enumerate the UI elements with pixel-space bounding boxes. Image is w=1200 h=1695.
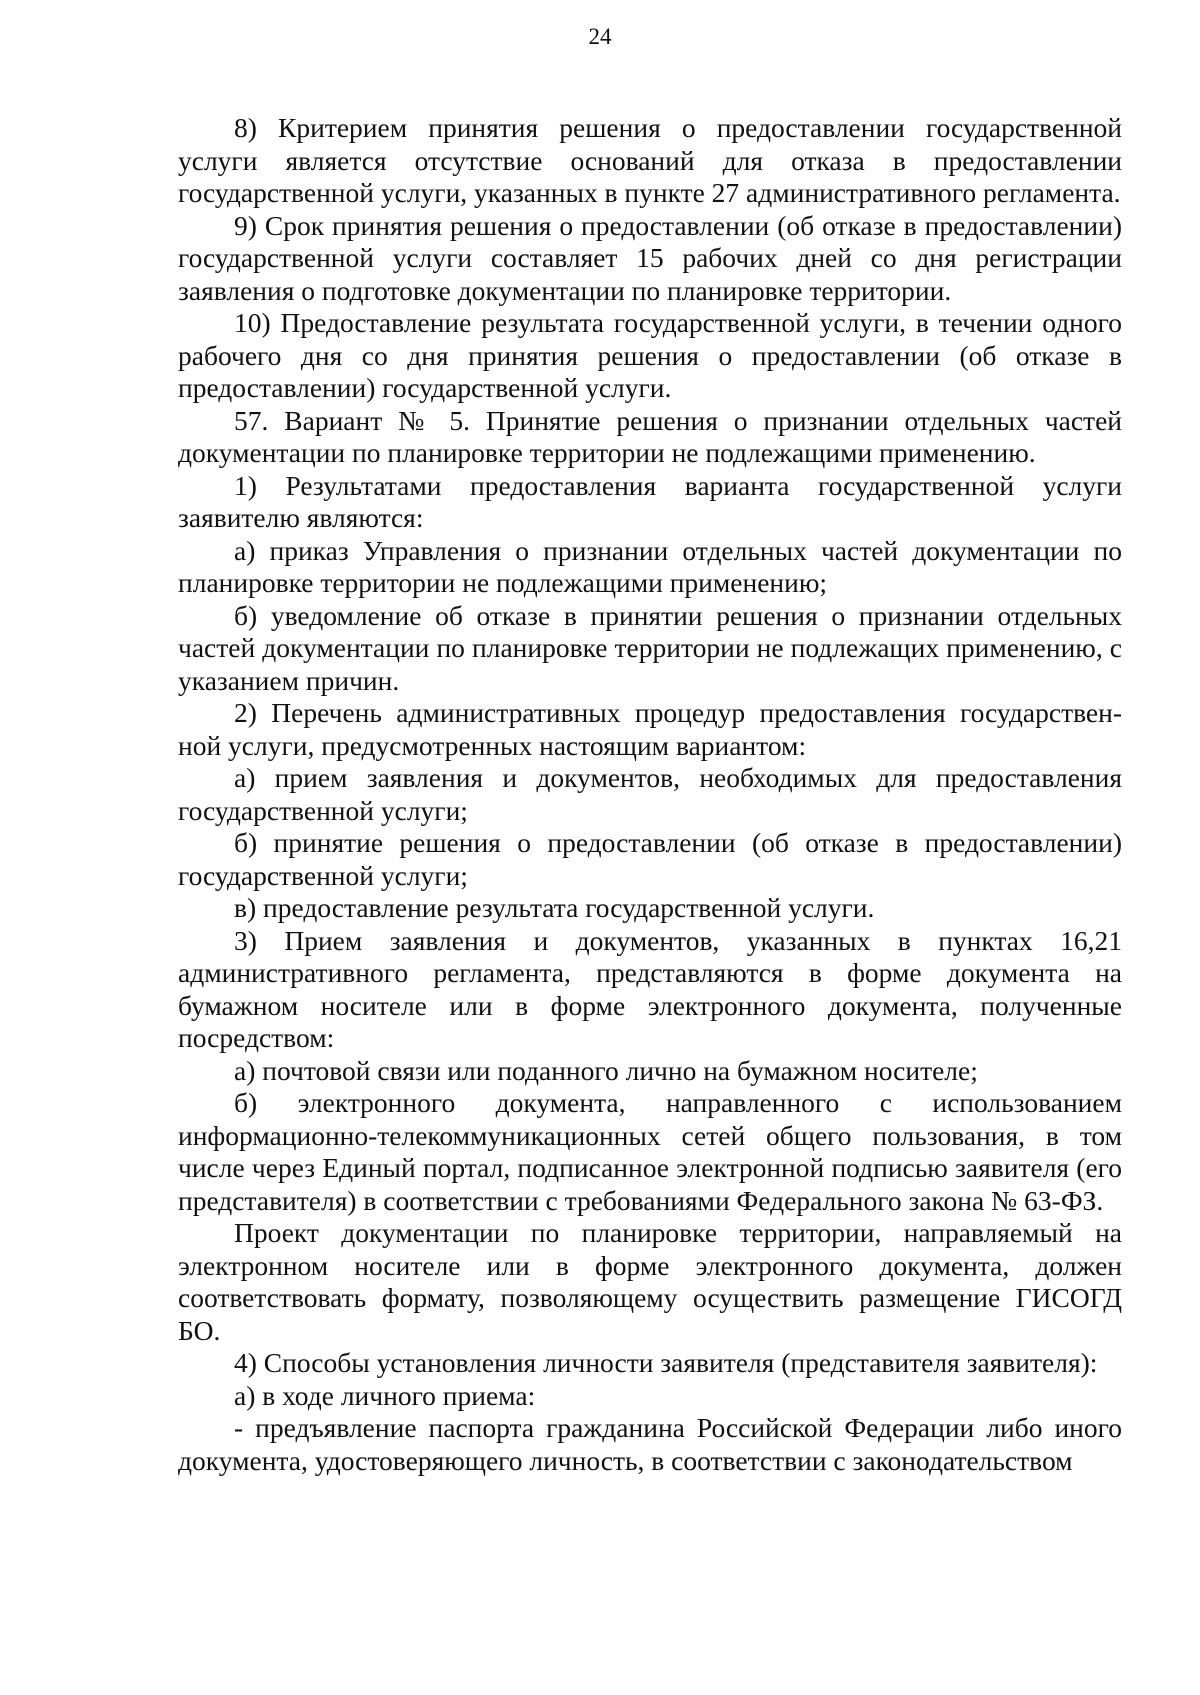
document-body: [178, 112, 1122, 1477]
paragraph: а) в ходе личного приема:: [234, 1379, 536, 1411]
paragraph: 2) Перечень административных процедур предоставления государствен-ной услуги, предусмотренных настоящим вариантом:: [178, 697, 1122, 761]
paragraph: в) предоставление результата государственной услуги.: [234, 892, 875, 923]
paragraph: 1) Результатами предоставления варианта государственной услуги заявителю являются:: [178, 469, 1122, 533]
paragraph: а) почтовой связи или поданного лично на бумажном носителе;: [234, 1054, 978, 1086]
paragraph: Проект документации по планировке территории, направляемый на электронном носителе или в форме электронного документа, должен соответствовать формату, позволяющему осуществить размещение ГИСОГД БО.: [178, 1217, 1122, 1346]
paragraph: а) прием заявления и документов, необходимых для предоставления государственной услуги;: [178, 762, 1122, 826]
paragraph: б) уведомление об отказе в принятии решения о признании отдельных частей документации по планировке территории не подлежащих применению, с указанием причин.: [178, 599, 1122, 696]
paragraph: 4) Способы установления личности заявителя (представителя заявителя):: [234, 1347, 1098, 1378]
page-number: 24: [588, 24, 612, 49]
paragraph: 10) Предоставление результата государственной услуги, в течении одного рабочего дня со дня принятия решения о предоставлении (об отказе в предоставлении) государственной услуги.: [178, 307, 1122, 403]
paragraph: 9) Срок принятия решения о предоставлении (об отказе в предоставлении) государственной услуги составляет 15 рабочих дней со дня регистрации заявления о подготовке документации по планировке территории.: [178, 209, 1122, 306]
paragraph: б) электронного документа, направленного с использованием информационно-телекоммуникационных сетей общего пользования, в том числе через Единый портал, подписанное электронной подписью заявителя (его представителя) в соответствии с требованиями Федерального закона № 63-ФЗ.: [178, 1087, 1122, 1216]
paragraph: а) приказ Управления о признании отдельных частей документации по планировке территории не подлежащими применению;: [178, 534, 1122, 598]
paragraph: 57. Вариант № 5. Принятие решения о признании отдельных частей документации по планировке территории не подлежащими применению.: [178, 404, 1122, 468]
paragraph: б) принятие решения о предоставлении (об отказе в предоставлении) государственной услуги;: [178, 827, 1122, 891]
paragraph: 3) Прием заявления и документов, указанных в пунктах 16,21 административного регламента, представляются в форме документа на бумажном носителе или в форме электронного документа, полученные посредством:: [178, 924, 1122, 1053]
paragraph: 8) Критерием принятия решения о предоставлении государственной услуги является отсутствие оснований для отказа в предоставлении государственной услуги, указанных в пункте 27 административного регламента.: [178, 112, 1122, 208]
paragraph: - предъявление паспорта гражданина Российской Федерации либо иного документа, удостоверяющего личность, в соответствии с законодательством: [178, 1412, 1122, 1476]
